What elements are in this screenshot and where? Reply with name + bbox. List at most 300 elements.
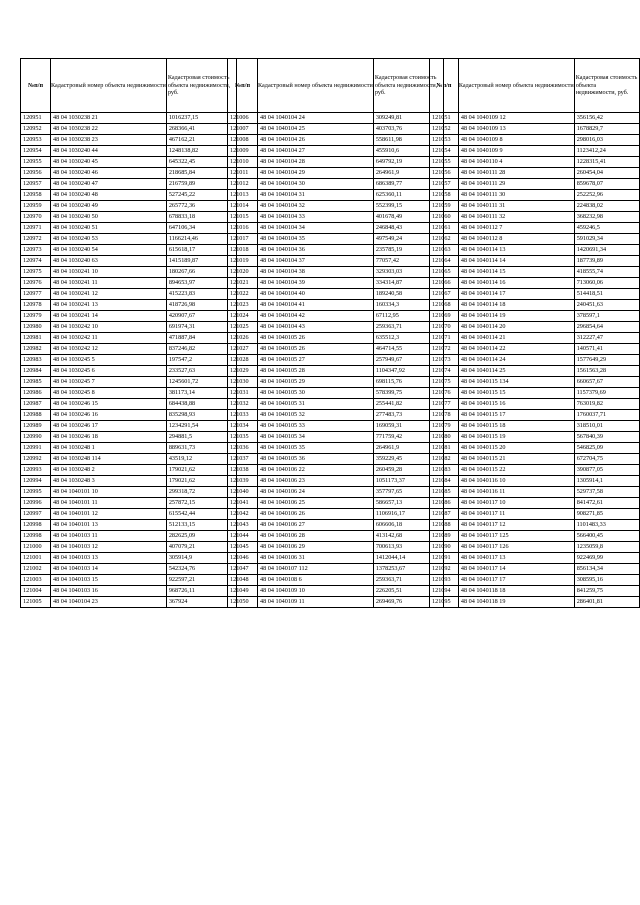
cadastral-cost: 684438,88 xyxy=(166,399,236,410)
cadastral-number: 48 04 1040106 26 xyxy=(258,509,374,520)
cadastral-cost: 312227,47 xyxy=(574,333,639,344)
table-row xyxy=(21,278,237,289)
row-number: 121006 xyxy=(228,113,258,124)
row-number: 120955 xyxy=(21,157,51,168)
cadastral-cost: 246848,43 xyxy=(373,223,443,234)
table-row xyxy=(430,476,640,487)
row-number: 120972 xyxy=(21,234,51,245)
row-number: 121080 xyxy=(430,432,459,443)
cadastral-cost: 308595,16 xyxy=(574,575,639,586)
cadastral-cost: 837246,82 xyxy=(166,344,236,355)
cadastral-number: 48 04 1040104 26 xyxy=(258,135,374,146)
cadastral-number: 48 04 1040111 28 xyxy=(458,168,574,179)
table-row xyxy=(21,509,237,520)
table-row xyxy=(228,201,444,212)
table-row xyxy=(21,465,237,476)
cadastral-cost: 660657,67 xyxy=(574,377,639,388)
cadastral-number: 48 04 1040109 9 xyxy=(458,146,574,157)
table-row xyxy=(21,564,237,575)
cadastral-cost: 1234291,54 xyxy=(166,421,236,432)
cadastral-cost: 678833,18 xyxy=(166,212,236,223)
cadastral-number: 48 04 1040104 25 xyxy=(258,124,374,135)
cadastral-number: 48 04 1030242 11 xyxy=(51,333,167,344)
row-number: 121087 xyxy=(430,509,459,520)
row-number: 120988 xyxy=(21,410,51,421)
table-row xyxy=(430,157,640,168)
row-number: 120953 xyxy=(21,135,51,146)
table-row xyxy=(430,498,640,509)
header-cadastral-number: Кадастровый номер объекта недвижимости xyxy=(258,59,374,113)
cadastral-cost: 264961,9 xyxy=(373,443,443,454)
table-row xyxy=(21,421,237,432)
row-number: 121033 xyxy=(228,410,258,421)
cadastral-number: 48 04 1040105 29 xyxy=(258,377,374,388)
table-row xyxy=(21,377,237,388)
cadastral-number: 48 04 1030245 8 xyxy=(51,388,167,399)
table-row xyxy=(21,289,237,300)
cadastral-cost: 763019,82 xyxy=(574,399,639,410)
row-number: 121005 xyxy=(21,597,51,608)
row-number: 121035 xyxy=(228,432,258,443)
cadastral-cost: 625360,11 xyxy=(373,190,443,201)
cadastral-cost: 566400,45 xyxy=(574,531,639,542)
row-number: 121048 xyxy=(228,575,258,586)
table-row xyxy=(21,597,237,608)
row-number: 120997 xyxy=(21,509,51,520)
cadastral-number: 48 04 1030240 53 xyxy=(51,234,167,245)
row-number: 120959 xyxy=(21,201,51,212)
table-row xyxy=(228,498,444,509)
table-row xyxy=(430,289,640,300)
row-number: 121075 xyxy=(430,377,459,388)
cadastral-number: 48 04 1030248 1 xyxy=(51,443,167,454)
cadastral-number: 48 04 1040114 24 xyxy=(458,355,574,366)
cadastral-number: 48 04 1040114 17 xyxy=(458,289,574,300)
register-table-3 xyxy=(429,58,640,608)
row-number: 121069 xyxy=(430,311,459,322)
cadastral-cost: 252252,96 xyxy=(574,190,639,201)
table-row xyxy=(21,333,237,344)
cadastral-number: 48 04 1040105 26 xyxy=(258,344,374,355)
cadastral-cost: 197547,2 xyxy=(166,355,236,366)
row-number: 121021 xyxy=(228,278,258,289)
row-number: 121023 xyxy=(228,300,258,311)
row-number: 121070 xyxy=(430,322,459,333)
cadastral-cost: 894653,97 xyxy=(166,278,236,289)
cadastral-cost: 357797,65 xyxy=(373,487,443,498)
cadastral-cost: 286401,81 xyxy=(574,597,639,608)
cadastral-number: 48 04 1030246 17 xyxy=(51,421,167,432)
row-number: 121067 xyxy=(430,289,459,300)
table-row xyxy=(228,289,444,300)
cadastral-cost: 381173,14 xyxy=(166,388,236,399)
cadastral-number: 48 04 1040104 40 xyxy=(258,289,374,300)
row-number: 120976 xyxy=(21,278,51,289)
cadastral-cost: 459246,5 xyxy=(574,223,639,234)
row-number: 121064 xyxy=(430,256,459,267)
row-number: 120974 xyxy=(21,256,51,267)
cadastral-number: 48 04 1040114 19 xyxy=(458,311,574,322)
table-row xyxy=(228,586,444,597)
cadastral-cost: 859678,07 xyxy=(574,179,639,190)
table-row xyxy=(228,190,444,201)
table-row xyxy=(430,256,640,267)
table-row xyxy=(21,201,237,212)
cadastral-number: 48 04 1040117 11 xyxy=(458,509,574,520)
cadastral-number: 48 04 1040101 10 xyxy=(51,487,167,498)
row-number: 121047 xyxy=(228,564,258,575)
table-row xyxy=(21,542,237,553)
header-num: №п/п xyxy=(228,59,258,113)
row-number: 120983 xyxy=(21,355,51,366)
cadastral-number: 48 04 1040114 18 xyxy=(458,300,574,311)
cadastral-number: 48 04 1040106 25 xyxy=(258,498,374,509)
table-row xyxy=(21,212,237,223)
cadastral-number: 48 04 1040105 31 xyxy=(258,399,374,410)
table-row xyxy=(228,124,444,135)
row-number: 121051 xyxy=(430,113,459,124)
table-row xyxy=(228,234,444,245)
row-number: 121008 xyxy=(228,135,258,146)
row-number: 121042 xyxy=(228,509,258,520)
table-row xyxy=(21,586,237,597)
table-row xyxy=(21,223,237,234)
cadastral-number: 48 04 1030240 54 xyxy=(51,245,167,256)
cadastral-number: 48 04 1030246 18 xyxy=(51,432,167,443)
cadastral-number: 48 04 1030240 49 xyxy=(51,201,167,212)
row-number: 121030 xyxy=(228,377,258,388)
table-row xyxy=(228,256,444,267)
cadastral-number: 48 04 1040101 11 xyxy=(51,498,167,509)
cadastral-number: 48 04 1030246 16 xyxy=(51,410,167,421)
table-row xyxy=(228,366,444,377)
cadastral-cost: 922469,99 xyxy=(574,553,639,564)
row-number: 120956 xyxy=(21,168,51,179)
table-row xyxy=(21,190,237,201)
table-row xyxy=(430,454,640,465)
row-number: 121074 xyxy=(430,366,459,377)
row-number: 121065 xyxy=(430,267,459,278)
table-row xyxy=(430,179,640,190)
row-number: 120990 xyxy=(21,432,51,443)
table-row xyxy=(228,311,444,322)
cadastral-number: 48 04 1040104 32 xyxy=(258,201,374,212)
table-row xyxy=(228,157,444,168)
cadastral-number: 48 04 1030238 21 xyxy=(51,113,167,124)
cadastral-cost: 645322,45 xyxy=(166,157,236,168)
row-number: 121078 xyxy=(430,410,459,421)
table-row xyxy=(430,168,640,179)
cadastral-number: 48 04 1030248 3 xyxy=(51,476,167,487)
table-row xyxy=(21,476,237,487)
table-row xyxy=(228,465,444,476)
row-number: 121034 xyxy=(228,421,258,432)
row-number: 121053 xyxy=(430,135,459,146)
cadastral-cost: 218685,84 xyxy=(166,168,236,179)
row-number: 121083 xyxy=(430,465,459,476)
cadastral-number: 48 04 1040109 8 xyxy=(458,135,574,146)
row-number: 120980 xyxy=(21,322,51,333)
cadastral-number: 48 04 1040117 10 xyxy=(458,498,574,509)
cadastral-cost: 615618,17 xyxy=(166,245,236,256)
cadastral-number: 48 04 1040104 41 xyxy=(258,300,374,311)
table-row xyxy=(21,487,237,498)
cadastral-number: 48 04 1040104 35 xyxy=(258,234,374,245)
table-row xyxy=(430,520,640,531)
table-row xyxy=(21,234,237,245)
cadastral-number: 48 04 1030241 10 xyxy=(51,267,167,278)
cadastral-number: 48 04 1030246 15 xyxy=(51,399,167,410)
cadastral-number: 48 04 1040104 36 xyxy=(258,245,374,256)
cadastral-number: 48 04 1030248 2 xyxy=(51,465,167,476)
cadastral-number: 48 04 1030238 22 xyxy=(51,124,167,135)
cadastral-number: 48 04 1040118 18 xyxy=(458,586,574,597)
row-number: 121050 xyxy=(228,597,258,608)
cadastral-number: 48 04 1040118 19 xyxy=(458,597,574,608)
table-row xyxy=(228,179,444,190)
table-row xyxy=(21,531,237,542)
table-row xyxy=(430,344,640,355)
row-number: 121073 xyxy=(430,355,459,366)
row-number: 121056 xyxy=(430,168,459,179)
cadastral-cost: 299318,72 xyxy=(166,487,236,498)
cadastral-cost: 224838,02 xyxy=(574,201,639,212)
row-number: 121003 xyxy=(21,575,51,586)
cadastral-cost: 1123412,24 xyxy=(574,146,639,157)
row-number: 121029 xyxy=(228,366,258,377)
cadastral-number: 48 04 1040108 6 xyxy=(258,575,374,586)
cadastral-number: 48 04 1040117 13 xyxy=(458,553,574,564)
row-number: 121022 xyxy=(228,289,258,300)
row-number: 121054 xyxy=(430,146,459,157)
cadastral-cost: 835298,93 xyxy=(166,410,236,421)
table-row xyxy=(430,322,640,333)
cadastral-cost: 698115,76 xyxy=(373,377,443,388)
cadastral-number: 48 04 1030248 114 xyxy=(51,454,167,465)
cadastral-cost: 368232,98 xyxy=(574,212,639,223)
header-num: №п/п xyxy=(430,59,459,113)
table-row xyxy=(430,333,640,344)
cadastral-cost: 259363,71 xyxy=(373,322,443,333)
cadastral-cost: 179021,62 xyxy=(166,476,236,487)
cadastral-cost: 240451,63 xyxy=(574,300,639,311)
cadastral-cost: 649792,19 xyxy=(373,157,443,168)
table-row xyxy=(228,168,444,179)
row-number: 121024 xyxy=(228,311,258,322)
row-number: 121077 xyxy=(430,399,459,410)
table-row xyxy=(21,553,237,564)
table-row xyxy=(430,212,640,223)
row-number: 121010 xyxy=(228,157,258,168)
cadastral-number: 48 04 1040114 15 xyxy=(458,267,574,278)
header-row xyxy=(21,59,237,113)
row-number: 120973 xyxy=(21,245,51,256)
cadastral-number: 48 04 1040104 31 xyxy=(258,190,374,201)
table-row xyxy=(228,487,444,498)
cadastral-number: 48 04 1030242 12 xyxy=(51,344,167,355)
table-row xyxy=(21,454,237,465)
cadastral-number: 48 04 1040117 126 xyxy=(458,542,574,553)
cadastral-cost: 415223,83 xyxy=(166,289,236,300)
table-row xyxy=(228,113,444,124)
table-row xyxy=(430,190,640,201)
cadastral-cost: 713060,06 xyxy=(574,278,639,289)
table-row xyxy=(21,498,237,509)
row-number: 121041 xyxy=(228,498,258,509)
cadastral-cost: 464714,55 xyxy=(373,344,443,355)
cadastral-number: 48 04 1030245 5 xyxy=(51,355,167,366)
cadastral-cost: 418555,74 xyxy=(574,267,639,278)
row-number: 120982 xyxy=(21,344,51,355)
cadastral-number: 48 04 1040105 28 xyxy=(258,366,374,377)
cadastral-cost: 1104347,92 xyxy=(373,366,443,377)
cadastral-cost: 160334,3 xyxy=(373,300,443,311)
cadastral-cost: 889631,73 xyxy=(166,443,236,454)
cadastral-cost: 180267,66 xyxy=(166,267,236,278)
cadastral-cost: 672704,75 xyxy=(574,454,639,465)
cadastral-cost: 567840,39 xyxy=(574,432,639,443)
row-number: 121015 xyxy=(228,212,258,223)
cadastral-number: 48 04 1040104 33 xyxy=(258,212,374,223)
cadastral-number: 48 04 1040117 17 xyxy=(458,575,574,586)
table-row xyxy=(228,542,444,553)
table-row xyxy=(430,487,640,498)
cadastral-number: 48 04 1040117 125 xyxy=(458,531,574,542)
cadastral-cost: 43519,12 xyxy=(166,454,236,465)
cadastral-number: 48 04 1040112 7 xyxy=(458,223,574,234)
cadastral-number: 48 04 1040109 10 xyxy=(258,586,374,597)
cadastral-number: 48 04 1030240 51 xyxy=(51,223,167,234)
row-number: 121061 xyxy=(430,223,459,234)
row-number: 121013 xyxy=(228,190,258,201)
cadastral-number: 48 04 1040104 38 xyxy=(258,267,374,278)
cadastral-cost: 1420691,34 xyxy=(574,245,639,256)
table-row xyxy=(228,520,444,531)
row-number: 120978 xyxy=(21,300,51,311)
cadastral-cost: 296854,64 xyxy=(574,322,639,333)
row-number: 121025 xyxy=(228,322,258,333)
row-number: 120992 xyxy=(21,454,51,465)
cadastral-number: 48 04 1040109 12 xyxy=(458,113,574,124)
row-number: 121026 xyxy=(228,333,258,344)
cadastral-number: 48 04 1040105 32 xyxy=(258,410,374,421)
table-row xyxy=(430,377,640,388)
cadastral-number: 48 04 1040107 112 xyxy=(258,564,374,575)
cadastral-number: 48 04 1040115 17 xyxy=(458,410,574,421)
cadastral-cost: 1248138,82 xyxy=(166,146,236,157)
cadastral-cost: 268366,41 xyxy=(166,124,236,135)
row-number: 120994 xyxy=(21,476,51,487)
cadastral-cost: 647106,34 xyxy=(166,223,236,234)
row-number: 121066 xyxy=(430,278,459,289)
row-number: 120998 xyxy=(21,520,51,531)
table-row xyxy=(228,333,444,344)
row-number: 120975 xyxy=(21,267,51,278)
cadastral-cost: 356156,42 xyxy=(574,113,639,124)
cadastral-cost: 277483,73 xyxy=(373,410,443,421)
table-row xyxy=(430,278,640,289)
table-row xyxy=(228,597,444,608)
table-row xyxy=(21,124,237,135)
cadastral-cost: 455910,6 xyxy=(373,146,443,157)
cadastral-cost: 1166214,46 xyxy=(166,234,236,245)
cadastral-cost: 1106916,17 xyxy=(373,509,443,520)
cadastral-number: 48 04 1030241 12 xyxy=(51,289,167,300)
table-row xyxy=(430,575,640,586)
cadastral-cost: 467162,21 xyxy=(166,135,236,146)
table-row xyxy=(21,267,237,278)
table-row xyxy=(430,465,640,476)
row-number: 121038 xyxy=(228,465,258,476)
cadastral-cost: 1760037,71 xyxy=(574,410,639,421)
cadastral-number: 48 04 1040114 21 xyxy=(458,333,574,344)
cadastral-number: 48 04 1040106 24 xyxy=(258,487,374,498)
table-row xyxy=(430,201,640,212)
row-number: 120971 xyxy=(21,223,51,234)
cadastral-cost: 401678,49 xyxy=(373,212,443,223)
row-number: 121090 xyxy=(430,542,459,553)
table-row xyxy=(430,399,640,410)
cadastral-number: 48 04 1040103 12 xyxy=(51,542,167,553)
cadastral-number: 48 04 1040106 27 xyxy=(258,520,374,531)
cadastral-number: 48 04 1040104 28 xyxy=(258,157,374,168)
cadastral-number: 48 04 1040104 30 xyxy=(258,179,374,190)
cadastral-cost: 606606,18 xyxy=(373,520,443,531)
cadastral-cost: 413142,68 xyxy=(373,531,443,542)
row-number: 120979 xyxy=(21,311,51,322)
cadastral-number: 48 04 1040105 33 xyxy=(258,421,374,432)
cadastral-cost: 378597,1 xyxy=(574,311,639,322)
table-row xyxy=(430,234,640,245)
cadastral-cost: 552399,15 xyxy=(373,201,443,212)
row-number: 121055 xyxy=(430,157,459,168)
cadastral-number: 48 04 1040112 8 xyxy=(458,234,574,245)
table-row xyxy=(430,443,640,454)
row-number: 120996 xyxy=(21,498,51,509)
register-table-2 xyxy=(227,58,444,608)
cadastral-number: 48 04 1040103 13 xyxy=(51,553,167,564)
table-row xyxy=(21,146,237,157)
cadastral-number: 48 04 1040103 14 xyxy=(51,564,167,575)
table-row xyxy=(228,245,444,256)
cadastral-cost: 407079,21 xyxy=(166,542,236,553)
row-number: 121072 xyxy=(430,344,459,355)
table-row xyxy=(228,344,444,355)
cadastral-cost: 77057,42 xyxy=(373,256,443,267)
cadastral-number: 48 04 1040105 26 xyxy=(258,333,374,344)
table-row xyxy=(21,575,237,586)
row-number: 121092 xyxy=(430,564,459,575)
row-number: 121063 xyxy=(430,245,459,256)
row-number: 120986 xyxy=(21,388,51,399)
cadastral-cost: 1235059,8 xyxy=(574,542,639,553)
table-row xyxy=(228,509,444,520)
table-row xyxy=(21,355,237,366)
table-row xyxy=(228,476,444,487)
cadastral-cost: 309249,81 xyxy=(373,113,443,124)
cadastral-number: 48 04 1040117 14 xyxy=(458,564,574,575)
row-number: 121086 xyxy=(430,498,459,509)
table-row xyxy=(430,223,640,234)
table-row xyxy=(430,531,640,542)
cadastral-number: 48 04 1030245 7 xyxy=(51,377,167,388)
cadastral-cost: 512133,15 xyxy=(166,520,236,531)
cadastral-cost: 586657,13 xyxy=(373,498,443,509)
table-row xyxy=(430,300,640,311)
cadastral-cost: 497549,24 xyxy=(373,234,443,245)
cadastral-number: 48 04 1040103 16 xyxy=(51,586,167,597)
table-row xyxy=(21,113,237,124)
